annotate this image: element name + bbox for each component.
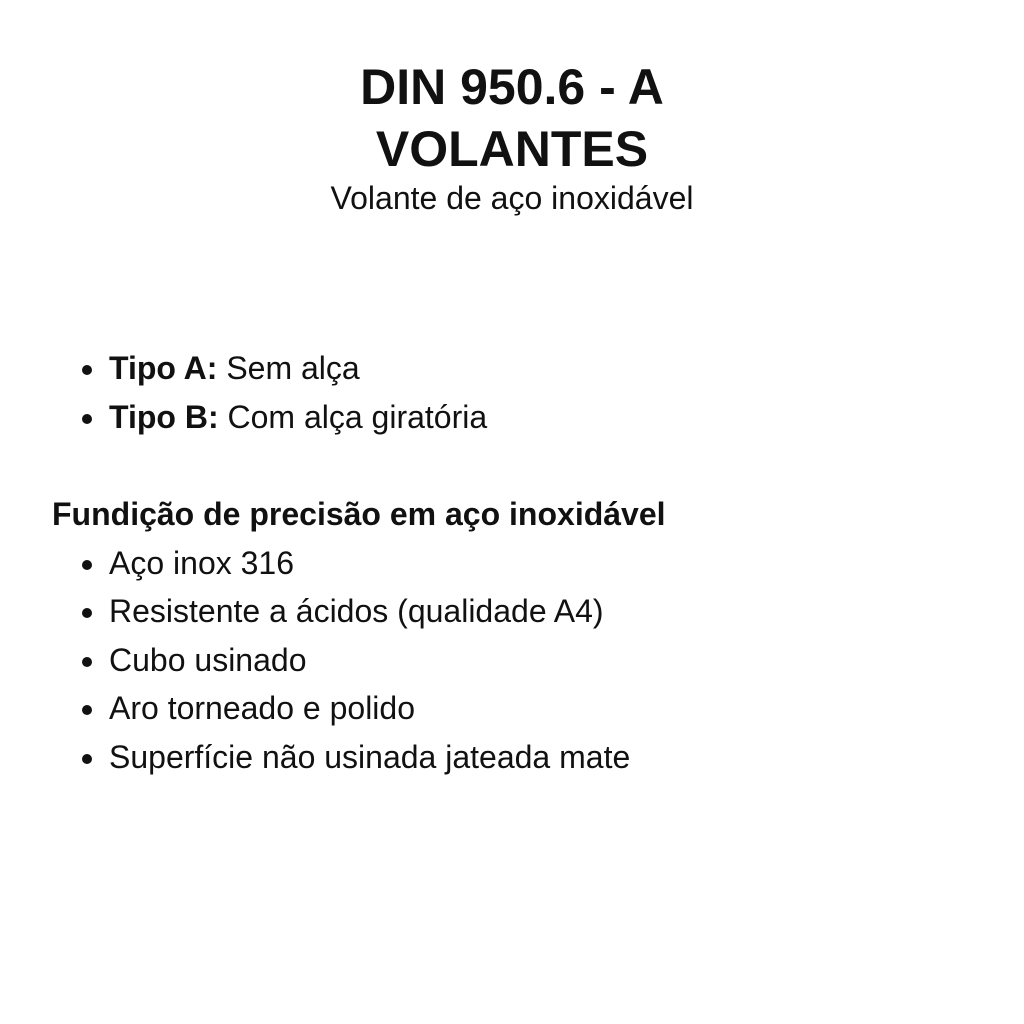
bullet-icon [82,657,92,667]
page-title-line-1: DIN 950.6 - A [360,59,664,115]
feature-text: Aço inox 316 [109,544,295,581]
page-header [0,56,1024,216]
type-label: Tipo B: [109,398,228,435]
features-section [0,490,1024,781]
type-description: Com alça giratória [227,398,488,435]
bullet-icon [82,754,92,764]
type-description: Sem alça [226,350,360,386]
feature-list-item [0,733,1024,782]
page-subtitle: Volante de aço inoxidável [330,180,694,216]
page-title-line-2: VOLANTES [375,121,649,177]
bullet-icon [82,608,92,618]
feature-text: Cubo usinado [109,641,307,678]
feature-text: Aro torneado e polido [109,690,415,726]
type-list-item [0,393,1024,442]
bullet-icon [82,414,92,424]
features-list [0,539,1024,782]
type-list-container [0,344,1024,441]
feature-text: Resistente a ácidos (qualidade A4) [109,593,604,629]
feature-list-item [0,684,1024,733]
type-list-item [0,344,1024,393]
feature-list-item [0,539,1024,588]
feature-list-item [0,636,1024,685]
type-label: Tipo A: [109,350,227,386]
bullet-icon [82,365,92,375]
feature-text: Superfície não usinada jateada mate [109,738,631,775]
features-heading: Fundição de precisão em aço inoxidável [52,496,666,532]
bullet-icon [82,705,92,715]
feature-list-item [0,587,1024,636]
type-list [0,344,1024,441]
bullet-icon [82,560,92,570]
